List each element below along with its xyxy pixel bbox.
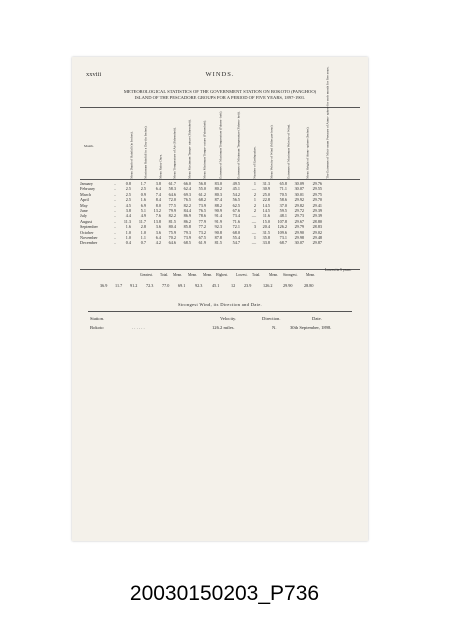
table-cell: 29.76 bbox=[312, 181, 322, 186]
table-cell: 1.1 bbox=[140, 235, 146, 241]
table-cell: 54.7 bbox=[232, 240, 240, 246]
wind-velocity: 126.2 miles. bbox=[212, 325, 235, 330]
table-cell: 61.2 bbox=[198, 191, 206, 197]
month-cell: February bbox=[80, 186, 96, 192]
col-header-6: Mean Minimum Tempe- rature (Fahrenheit). bbox=[202, 120, 207, 179]
table-cell: 13.8 bbox=[153, 218, 161, 224]
table-cell: 33.8 bbox=[262, 240, 270, 246]
table-cell: 6.9 bbox=[140, 202, 146, 208]
table-cell: 29.39 bbox=[312, 208, 322, 214]
station-header: Station. bbox=[90, 316, 105, 321]
total-label: Mean. bbox=[306, 273, 316, 277]
table-cell: 14.5 bbox=[262, 208, 270, 214]
total-label: Total. bbox=[252, 273, 261, 277]
table-cell: 29.72 bbox=[294, 208, 304, 214]
table-cell: 1.7 bbox=[140, 181, 146, 186]
table-cell: 82.2 bbox=[183, 202, 191, 208]
table-cell: 1 bbox=[253, 181, 256, 186]
leader-dots: .. bbox=[114, 240, 117, 246]
table-cell: 67.6 bbox=[232, 208, 240, 214]
table-cell: 78.6 bbox=[198, 213, 206, 219]
table-cell: 56.8 bbox=[198, 181, 206, 186]
total-label: Mean. bbox=[173, 273, 183, 277]
table-cell: 29.82 bbox=[294, 202, 304, 208]
table-cell: 79.3 bbox=[183, 229, 191, 235]
table-cell: 28.80 bbox=[312, 218, 322, 224]
table-cell: 29.48 bbox=[312, 235, 322, 241]
col-header-13: The Extremes of Mini- mum Pressure of Atmo- sphere for each month for five years. bbox=[325, 66, 330, 179]
table-cell: 77.9 bbox=[198, 218, 206, 224]
table-cell: 68.0 bbox=[232, 229, 240, 235]
month-cell: September bbox=[80, 224, 98, 230]
document-page bbox=[72, 57, 368, 541]
total-label: Strongest. bbox=[283, 273, 298, 277]
total-value: 45.1 bbox=[212, 283, 220, 288]
table-cell: 73.9 bbox=[183, 235, 191, 241]
table-cell: 68.7 bbox=[279, 240, 287, 246]
running-title: WINDS. bbox=[205, 71, 235, 78]
table-cell: 88.2 bbox=[214, 202, 222, 208]
month-cell: January bbox=[80, 181, 94, 186]
table-cell: 49.5 bbox=[232, 181, 240, 186]
table-cell: 76.5 bbox=[183, 197, 191, 203]
col-header-7: Extremes of Maximum Temperature (Fahren- heit). bbox=[218, 111, 223, 179]
leader-dots: .. bbox=[114, 218, 117, 224]
table-cell: 58.3 bbox=[168, 186, 176, 192]
table-cell: 77.5 bbox=[168, 202, 176, 208]
table-cell: 1.6 bbox=[140, 197, 146, 203]
month-cell: August bbox=[80, 218, 93, 224]
leader-dots: .. bbox=[114, 235, 117, 241]
table-cell: 4.2 bbox=[155, 240, 161, 246]
table-cell: 1.6 bbox=[125, 224, 131, 230]
table-cell: 29.92 bbox=[294, 197, 304, 203]
table-cell: 31.3 bbox=[262, 181, 270, 186]
total-value: 29.90 bbox=[283, 283, 293, 288]
direction-header: Direction. bbox=[262, 316, 281, 321]
table-cell: 6.4 bbox=[155, 235, 161, 241]
table-cell: 1 bbox=[253, 197, 256, 203]
col-header-11: Extremes of Maximum Velocity of Wind. bbox=[286, 124, 291, 179]
month-cell: December bbox=[80, 240, 98, 246]
velocity-header: Velocity. bbox=[220, 316, 237, 321]
table-cell: 80.3 bbox=[214, 191, 222, 197]
col-header-9: Number of Earthquakes. bbox=[252, 146, 257, 179]
table-cell: 2 bbox=[253, 191, 256, 197]
month-cell: March bbox=[80, 191, 91, 197]
table-cell: 14.5 bbox=[262, 202, 270, 208]
table-cell: 64.6 bbox=[168, 191, 176, 197]
table-cell: 29.39 bbox=[312, 213, 322, 219]
table-cell: 91.4 bbox=[214, 213, 222, 219]
total-value: 77.0 bbox=[162, 283, 170, 288]
month-cell: June bbox=[80, 208, 88, 214]
table-cell: 11.6 bbox=[262, 213, 270, 219]
table-cell: — bbox=[251, 213, 256, 219]
table-cell: 66.0 bbox=[183, 181, 191, 186]
table-cell: 71.6 bbox=[232, 218, 240, 224]
table-cell: 55.0 bbox=[198, 186, 206, 192]
table-cell: 22.8 bbox=[262, 197, 270, 203]
table-cell: 90.9 bbox=[214, 208, 222, 214]
table-cell: 4.5 bbox=[125, 202, 131, 208]
table-cell: 72.1 bbox=[232, 224, 240, 230]
leader-dots: .. bbox=[114, 186, 117, 192]
table-cell: 75.9 bbox=[168, 229, 176, 235]
table-cell: 70.2 bbox=[168, 235, 176, 241]
table-cell: 30.07 bbox=[294, 186, 304, 192]
month-cell: May bbox=[80, 202, 88, 208]
table-cell: 82.2 bbox=[168, 213, 176, 219]
table-cell: 15.0 bbox=[262, 218, 270, 224]
strongest-wind-rule bbox=[88, 311, 352, 312]
wind-direction: N. bbox=[272, 325, 277, 330]
table-cell: 0.7 bbox=[140, 240, 146, 246]
top-rule bbox=[80, 107, 360, 108]
col-header-12: Mean Height of Atmo- sphere (Inches). bbox=[305, 126, 310, 179]
month-cell: October bbox=[80, 229, 94, 235]
table-cell: 126.2 bbox=[277, 224, 287, 230]
table-cell: 0.8 bbox=[125, 181, 131, 186]
month-cell: November bbox=[80, 235, 98, 241]
table-cell: 69.3 bbox=[183, 191, 191, 197]
table-cell: 29.41 bbox=[312, 202, 322, 208]
table-cell: 54.2 bbox=[232, 191, 240, 197]
table-cell: 29.90 bbox=[294, 229, 304, 235]
table-cell: 3.6 bbox=[155, 229, 161, 235]
table-cell: 11.3 bbox=[123, 218, 131, 224]
table-cell: 3.8 bbox=[155, 181, 161, 186]
col-header-8: Extremes of Minimum Temperature (Fahren- heit). bbox=[236, 111, 241, 179]
leader-dots: .. bbox=[114, 181, 117, 186]
leader-dots: .. bbox=[114, 202, 117, 208]
table-cell: 73.9 bbox=[198, 202, 206, 208]
table-cell: 4.9 bbox=[140, 213, 146, 219]
table-cell: 2.5 bbox=[140, 186, 146, 192]
table-cell: 25.0 bbox=[262, 191, 270, 197]
total-value: 69.1 bbox=[178, 283, 186, 288]
header-rule bbox=[80, 179, 360, 180]
table-cell: 80.4 bbox=[168, 224, 176, 230]
image-caption: 20030150203_P736 bbox=[129, 582, 320, 605]
table-cell: 87.8 bbox=[214, 235, 222, 241]
table-cell: 91.9 bbox=[214, 218, 222, 224]
table-cell: — bbox=[251, 229, 256, 235]
table-cell: 48.1 bbox=[279, 213, 287, 219]
table-cell: 79.9 bbox=[168, 208, 176, 214]
table-cell: 92.3 bbox=[214, 224, 222, 230]
table-cell: 81.5 bbox=[214, 240, 222, 246]
table-cell: 84.4 bbox=[183, 208, 191, 214]
table-cell: 68.5 bbox=[183, 240, 191, 246]
station-name: Bokoto bbox=[90, 325, 104, 330]
leader-dots: .. bbox=[114, 224, 117, 230]
total-label: Total. bbox=[160, 273, 169, 277]
totals-row bbox=[80, 268, 360, 293]
table-cell: 86.2 bbox=[183, 218, 191, 224]
leader-dots: .. bbox=[114, 197, 117, 203]
table-cell: 45.1 bbox=[232, 186, 240, 192]
table-cell: 13.2 bbox=[153, 208, 161, 214]
table-cell: 3.6 bbox=[155, 224, 161, 230]
total-value: 91.2 bbox=[130, 283, 138, 288]
total-value: 92.3 bbox=[195, 283, 203, 288]
table-cell: 2.5 bbox=[125, 191, 131, 197]
table-cell: 62.4 bbox=[183, 186, 191, 192]
col-header-1: Mean Depth of Rainfall (in Inches). bbox=[129, 131, 134, 179]
wind-date: 30th September, 1898. bbox=[290, 325, 332, 330]
table-title-line-2: ISLAND OF THE PESCADORE GROUPS FOR A PERIOD OF FIVE YEARS, 1897-1901. bbox=[134, 95, 306, 100]
total-value: 11.7 bbox=[115, 283, 123, 288]
table-cell: 2 bbox=[253, 202, 256, 208]
table-cell: 3.8 bbox=[125, 208, 131, 214]
table-cell: 30.9 bbox=[262, 186, 270, 192]
table-cell: 72.0 bbox=[168, 197, 176, 203]
table-cell: 87.4 bbox=[214, 197, 222, 203]
table-cell: 30.09 bbox=[294, 181, 304, 186]
total-label: Highest. bbox=[216, 273, 229, 277]
table-cell: 80.2 bbox=[214, 186, 222, 192]
table-cell: 2.8 bbox=[140, 224, 146, 230]
table-cell: 90.8 bbox=[214, 229, 222, 235]
table-cell: 11.7 bbox=[138, 218, 146, 224]
table-cell: 30.01 bbox=[294, 191, 304, 197]
table-cell: 64.6 bbox=[168, 240, 176, 246]
table-row bbox=[80, 240, 322, 245]
leader-dots: .. bbox=[114, 191, 117, 197]
table-cell: 61.7 bbox=[168, 181, 176, 186]
table-cell: 83.0 bbox=[214, 181, 222, 186]
table-cell: 59.5 bbox=[279, 208, 287, 214]
table-cell: 109.6 bbox=[277, 229, 287, 235]
total-value: 23.9 bbox=[244, 283, 252, 288]
table-title bbox=[80, 89, 360, 101]
table-cell: 29.87 bbox=[312, 240, 322, 246]
statistics-table bbox=[80, 181, 322, 246]
table-cell: 86.9 bbox=[183, 213, 191, 219]
table-cell: 29.79 bbox=[294, 224, 304, 230]
table-cell: 107.8 bbox=[277, 218, 287, 224]
leader-dots: .. bbox=[114, 208, 117, 214]
table-cell: 7.4 bbox=[155, 191, 161, 197]
table-cell: 29.70 bbox=[312, 197, 322, 203]
col-header-10: Mean Velocity of Wind (Miles per hour). bbox=[269, 124, 274, 179]
col-header-5: Mean Maximum Tempe- rature (Fahrenheit). bbox=[187, 119, 192, 179]
table-cell: 2.5 bbox=[125, 186, 131, 192]
table-cell: 29.73 bbox=[294, 213, 304, 219]
leader-dots: .. bbox=[114, 213, 117, 219]
table-cell: 1.0 bbox=[140, 229, 146, 235]
total-label: Greatest. bbox=[140, 273, 153, 277]
total-label: Lowest in 5 years. bbox=[325, 268, 352, 272]
total-value: 28.80 bbox=[304, 283, 314, 288]
table-cell: 29.02 bbox=[312, 229, 322, 235]
table-cell: 62.5 bbox=[232, 202, 240, 208]
table-cell: 58.6 bbox=[279, 197, 287, 203]
table-cell: 7.6 bbox=[155, 213, 161, 219]
strongest-wind-heading: Strongest Wind, its Direction and Date. bbox=[177, 302, 263, 307]
total-value: 126.2 bbox=[263, 283, 273, 288]
table-cell: 2.5 bbox=[125, 197, 131, 203]
table-cell: 55.4 bbox=[232, 235, 240, 241]
table-cell: 73.4 bbox=[232, 213, 240, 219]
table-cell: 28.83 bbox=[312, 224, 322, 230]
total-label: Mean. bbox=[203, 273, 213, 277]
total-label: Mean. bbox=[188, 273, 198, 277]
table-cell: 70.5 bbox=[279, 191, 287, 197]
table-cell: 68.2 bbox=[198, 197, 206, 203]
table-cell: 85.8 bbox=[183, 224, 191, 230]
table-cell: 65.8 bbox=[279, 181, 287, 186]
table-cell: 1 bbox=[253, 235, 256, 241]
leader-dots: .. bbox=[114, 229, 117, 235]
table-cell: 8.4 bbox=[155, 197, 161, 203]
table-cell: 56.5 bbox=[232, 197, 240, 203]
col-header-2: Maximum Rainfall in a Day (in Inches). bbox=[143, 125, 148, 179]
table-cell: 73.2 bbox=[198, 229, 206, 235]
table-cell: 29.67 bbox=[294, 218, 304, 224]
table-cell: 0.9 bbox=[140, 191, 146, 197]
total-value: 12 bbox=[231, 283, 236, 288]
table-cell: 35.8 bbox=[262, 235, 270, 241]
table-cell: 73.1 bbox=[279, 235, 287, 241]
table-cell: 1.0 bbox=[125, 235, 131, 241]
total-label: Lowest. bbox=[236, 273, 248, 277]
table-cell: 2 bbox=[253, 208, 256, 214]
table-cell: 1.0 bbox=[125, 229, 131, 235]
col-header-4: Mean Temperature of Air (Fahrenheit). bbox=[172, 127, 177, 179]
totals-rule bbox=[80, 269, 360, 270]
table-cell: 81.5 bbox=[168, 218, 176, 224]
table-cell: 67.5 bbox=[198, 235, 206, 241]
table-cell: — bbox=[251, 240, 256, 246]
table-cell: 29.55 bbox=[312, 186, 322, 192]
leader-dots: . . . . . . bbox=[132, 325, 145, 330]
date-header: Date. bbox=[312, 316, 322, 321]
col-header-3: Mean Rainy Days. bbox=[158, 154, 163, 179]
table-cell: 8.0 bbox=[155, 202, 161, 208]
table-cell: 30.07 bbox=[294, 240, 304, 246]
table-cell: 29.75 bbox=[312, 191, 322, 197]
table-cell: 31.5 bbox=[262, 229, 270, 235]
total-value: 36.9 bbox=[100, 283, 108, 288]
table-cell: 37.0 bbox=[279, 202, 287, 208]
table-cell: 61.9 bbox=[198, 240, 206, 246]
month-header: Month. bbox=[84, 144, 94, 148]
month-cell: April bbox=[80, 197, 89, 203]
table-cell: — bbox=[251, 186, 256, 192]
table-title-line-1: METEOROLOGICAL STATISTICS OF THE GOVERNMENT STATION ON BOKOTO (PANGHOO) bbox=[123, 89, 317, 94]
table-cell: 6.4 bbox=[155, 186, 161, 192]
page-number: xxviii bbox=[86, 71, 102, 78]
table-cell: 29.98 bbox=[294, 235, 304, 241]
total-value: 72.3 bbox=[146, 283, 154, 288]
table-cell: 3 bbox=[253, 224, 256, 230]
table-cell: 76.5 bbox=[198, 208, 206, 214]
month-cell: July bbox=[80, 213, 87, 219]
table-cell: 71.1 bbox=[279, 186, 287, 192]
table-cell: 77.2 bbox=[198, 224, 206, 230]
table-cell: 20.4 bbox=[262, 224, 270, 230]
table-cell: — bbox=[251, 218, 256, 224]
table-cell: 0.4 bbox=[125, 240, 131, 246]
table-cell: 5.1 bbox=[140, 208, 146, 214]
table-cell: 4.4 bbox=[125, 213, 131, 219]
total-label: Mean. bbox=[269, 273, 279, 277]
